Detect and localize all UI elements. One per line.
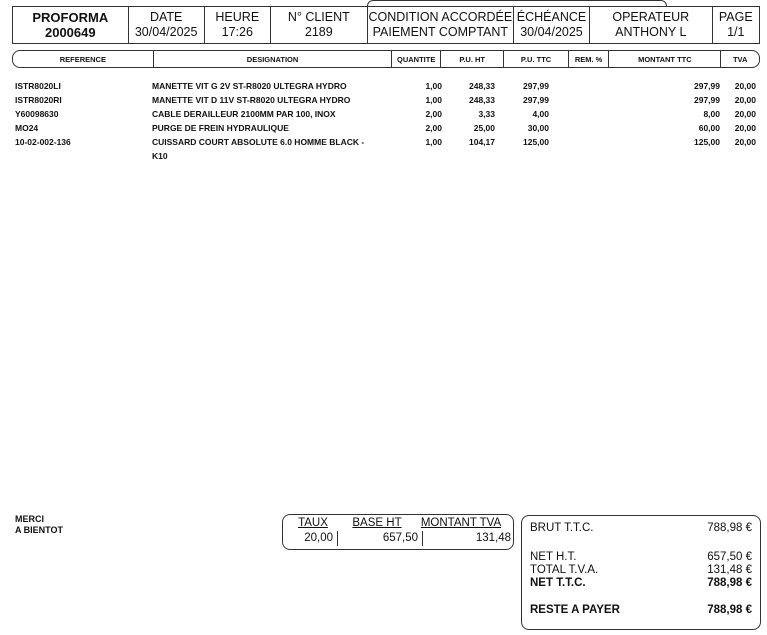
col-tva: TVA <box>732 54 748 64</box>
date-value: 30/04/2025 <box>134 25 198 39</box>
line-designation: PURGE DE FREIN HYDRAULIQUE <box>152 123 289 133</box>
line-designation: MANETTE VIT D 11V ST-R8020 ULTEGRA HYDRO <box>152 95 351 105</box>
table-row <box>15 93 760 107</box>
line-tva: 20,00 <box>734 81 756 91</box>
proforma-number: 2000649 <box>44 25 96 40</box>
net-ttc-label: NET T.T.C. <box>530 577 586 589</box>
page-value: 1/1 <box>727 25 745 39</box>
tax-header <box>283 515 513 531</box>
reste-label: RESTE A PAYER <box>530 604 620 616</box>
table-row <box>15 107 760 121</box>
line-designation: CABLE DERAILLEUR 2100MM PAR 100, INOX <box>152 109 336 119</box>
line-tva: 20,00 <box>734 137 756 147</box>
brut-value: 788,98 € <box>707 522 752 534</box>
line-pu-ht: 104,17 <box>469 137 495 147</box>
tax-summary <box>282 514 514 550</box>
table-row <box>15 135 760 163</box>
line-designation: MANETTE VIT G 2V ST-R8020 ULTEGRA HYDRO <box>152 81 347 91</box>
line-qty: 1,00 <box>425 137 442 147</box>
proforma-cell <box>13 7 129 43</box>
reste-value: 788,98 € <box>707 604 752 616</box>
col-rem: REM. % <box>569 51 610 67</box>
col-montant-ttc: MONTANT TTC <box>609 51 721 67</box>
line-rem <box>549 135 589 163</box>
heure-value: 17:26 <box>221 25 253 39</box>
line-pu-ttc: 125,00 <box>523 137 549 147</box>
line-pu-ttc: 297,99 <box>523 81 549 91</box>
line-pu-ttc: 297,99 <box>523 95 549 105</box>
tax-taux-value: 20,00 <box>283 531 338 546</box>
table-row <box>15 79 760 93</box>
line-qty: 2,00 <box>425 123 442 133</box>
line-qty: 2,00 <box>425 109 442 119</box>
proforma-label: PROFORMA <box>32 10 109 25</box>
net-ht-label: NET H.T. <box>530 551 577 563</box>
col-reference: REFERENCE <box>13 51 154 67</box>
line-pu-ttc: 30,00 <box>527 123 549 133</box>
line-pu-ht: 248,33 <box>469 81 495 91</box>
date-label: DATE <box>149 10 183 24</box>
column-header <box>12 50 760 68</box>
tax-row <box>283 531 513 546</box>
line-items <box>15 79 760 163</box>
brut-label: BRUT T.T.C. <box>530 522 594 534</box>
total-tva-value: 131,48 € <box>707 564 752 576</box>
echeance-cell <box>514 7 590 43</box>
table-row <box>15 121 760 135</box>
line-montant: 60,00 <box>698 123 720 133</box>
heure-cell <box>205 7 271 43</box>
col-designation: DESIGNATION <box>154 51 393 67</box>
operateur-label: OPERATEUR <box>612 10 690 24</box>
col-quantite: QUANTITE <box>392 51 441 67</box>
total-tva-row <box>530 564 752 577</box>
total-tva-label: TOTAL T.V.A. <box>530 564 599 576</box>
line-tva: 20,00 <box>734 95 756 105</box>
net-ttc-row <box>530 577 752 590</box>
line-rem <box>549 121 589 135</box>
net-ttc-value: 788,98 € <box>707 577 752 589</box>
col-pu-ttc: P.U. TTC <box>504 51 568 67</box>
tax-montant-value: 131,48 <box>475 532 511 544</box>
line-ref: 10-02-002-136 <box>15 137 71 147</box>
heure-label: HEURE <box>215 10 260 24</box>
line-rem <box>549 79 589 93</box>
line-montant: 125,00 <box>694 137 720 147</box>
line-qty: 1,00 <box>425 95 442 105</box>
line-pu-ttc: 4,00 <box>532 109 549 119</box>
condition-cell <box>368 7 514 43</box>
echeance-value: 30/04/2025 <box>520 25 583 39</box>
tax-base-value: 657,50 <box>340 531 423 546</box>
page-label: PAGE <box>718 10 753 24</box>
reste-row <box>530 604 752 617</box>
tax-taux-label: TAUX <box>298 517 328 529</box>
operateur-cell <box>590 7 713 43</box>
line-pu-ht: 248,33 <box>469 95 495 105</box>
tax-montant-label: MONTANT TVA <box>420 517 502 529</box>
client-label: N° CLIENT <box>287 10 350 24</box>
echeance-label: ÉCHÉANCE <box>516 10 587 24</box>
line-montant: 297,99 <box>694 81 720 91</box>
line-montant: 297,99 <box>694 95 720 105</box>
line-ref: Y60098630 <box>15 109 59 119</box>
brut-row <box>530 522 752 535</box>
totals-box <box>521 515 761 630</box>
condition-value: PAIEMENT COMPTANT <box>372 25 509 39</box>
page-cell <box>713 7 759 43</box>
line-ref: MO24 <box>15 123 39 133</box>
bientot-line: A BIENTOT <box>15 525 64 535</box>
line-pu-ht: 3,33 <box>478 109 495 119</box>
client-cell <box>271 7 368 43</box>
line-montant: 8,00 <box>703 109 720 119</box>
line-ref: ISTR8020RI <box>15 95 62 105</box>
col-pu-ht: P.U. HT <box>441 51 504 67</box>
document-header <box>12 6 760 44</box>
line-rem <box>549 107 589 121</box>
line-ref: ISTR8020LI <box>15 81 61 91</box>
line-designation: CUISSARD COURT ABSOLUTE 6.0 HOMME BLACK - K10 <box>152 137 365 161</box>
closing-message <box>15 514 63 536</box>
line-qty: 1,00 <box>425 81 442 91</box>
line-tva: 20,00 <box>734 123 756 133</box>
tax-base-label: BASE HT <box>352 517 402 529</box>
line-pu-ht: 25,00 <box>473 123 495 133</box>
merci-line: MERCI <box>15 514 44 524</box>
line-rem <box>549 93 589 107</box>
net-ht-value: 657,50 € <box>707 551 752 563</box>
operateur-value: ANTHONY L <box>615 25 687 39</box>
date-cell <box>129 7 205 43</box>
condition-label: CONDITION ACCORDÉE <box>368 10 513 24</box>
line-tva: 20,00 <box>734 109 756 119</box>
client-value: 2189 <box>304 25 333 39</box>
net-ht-row <box>530 551 752 564</box>
